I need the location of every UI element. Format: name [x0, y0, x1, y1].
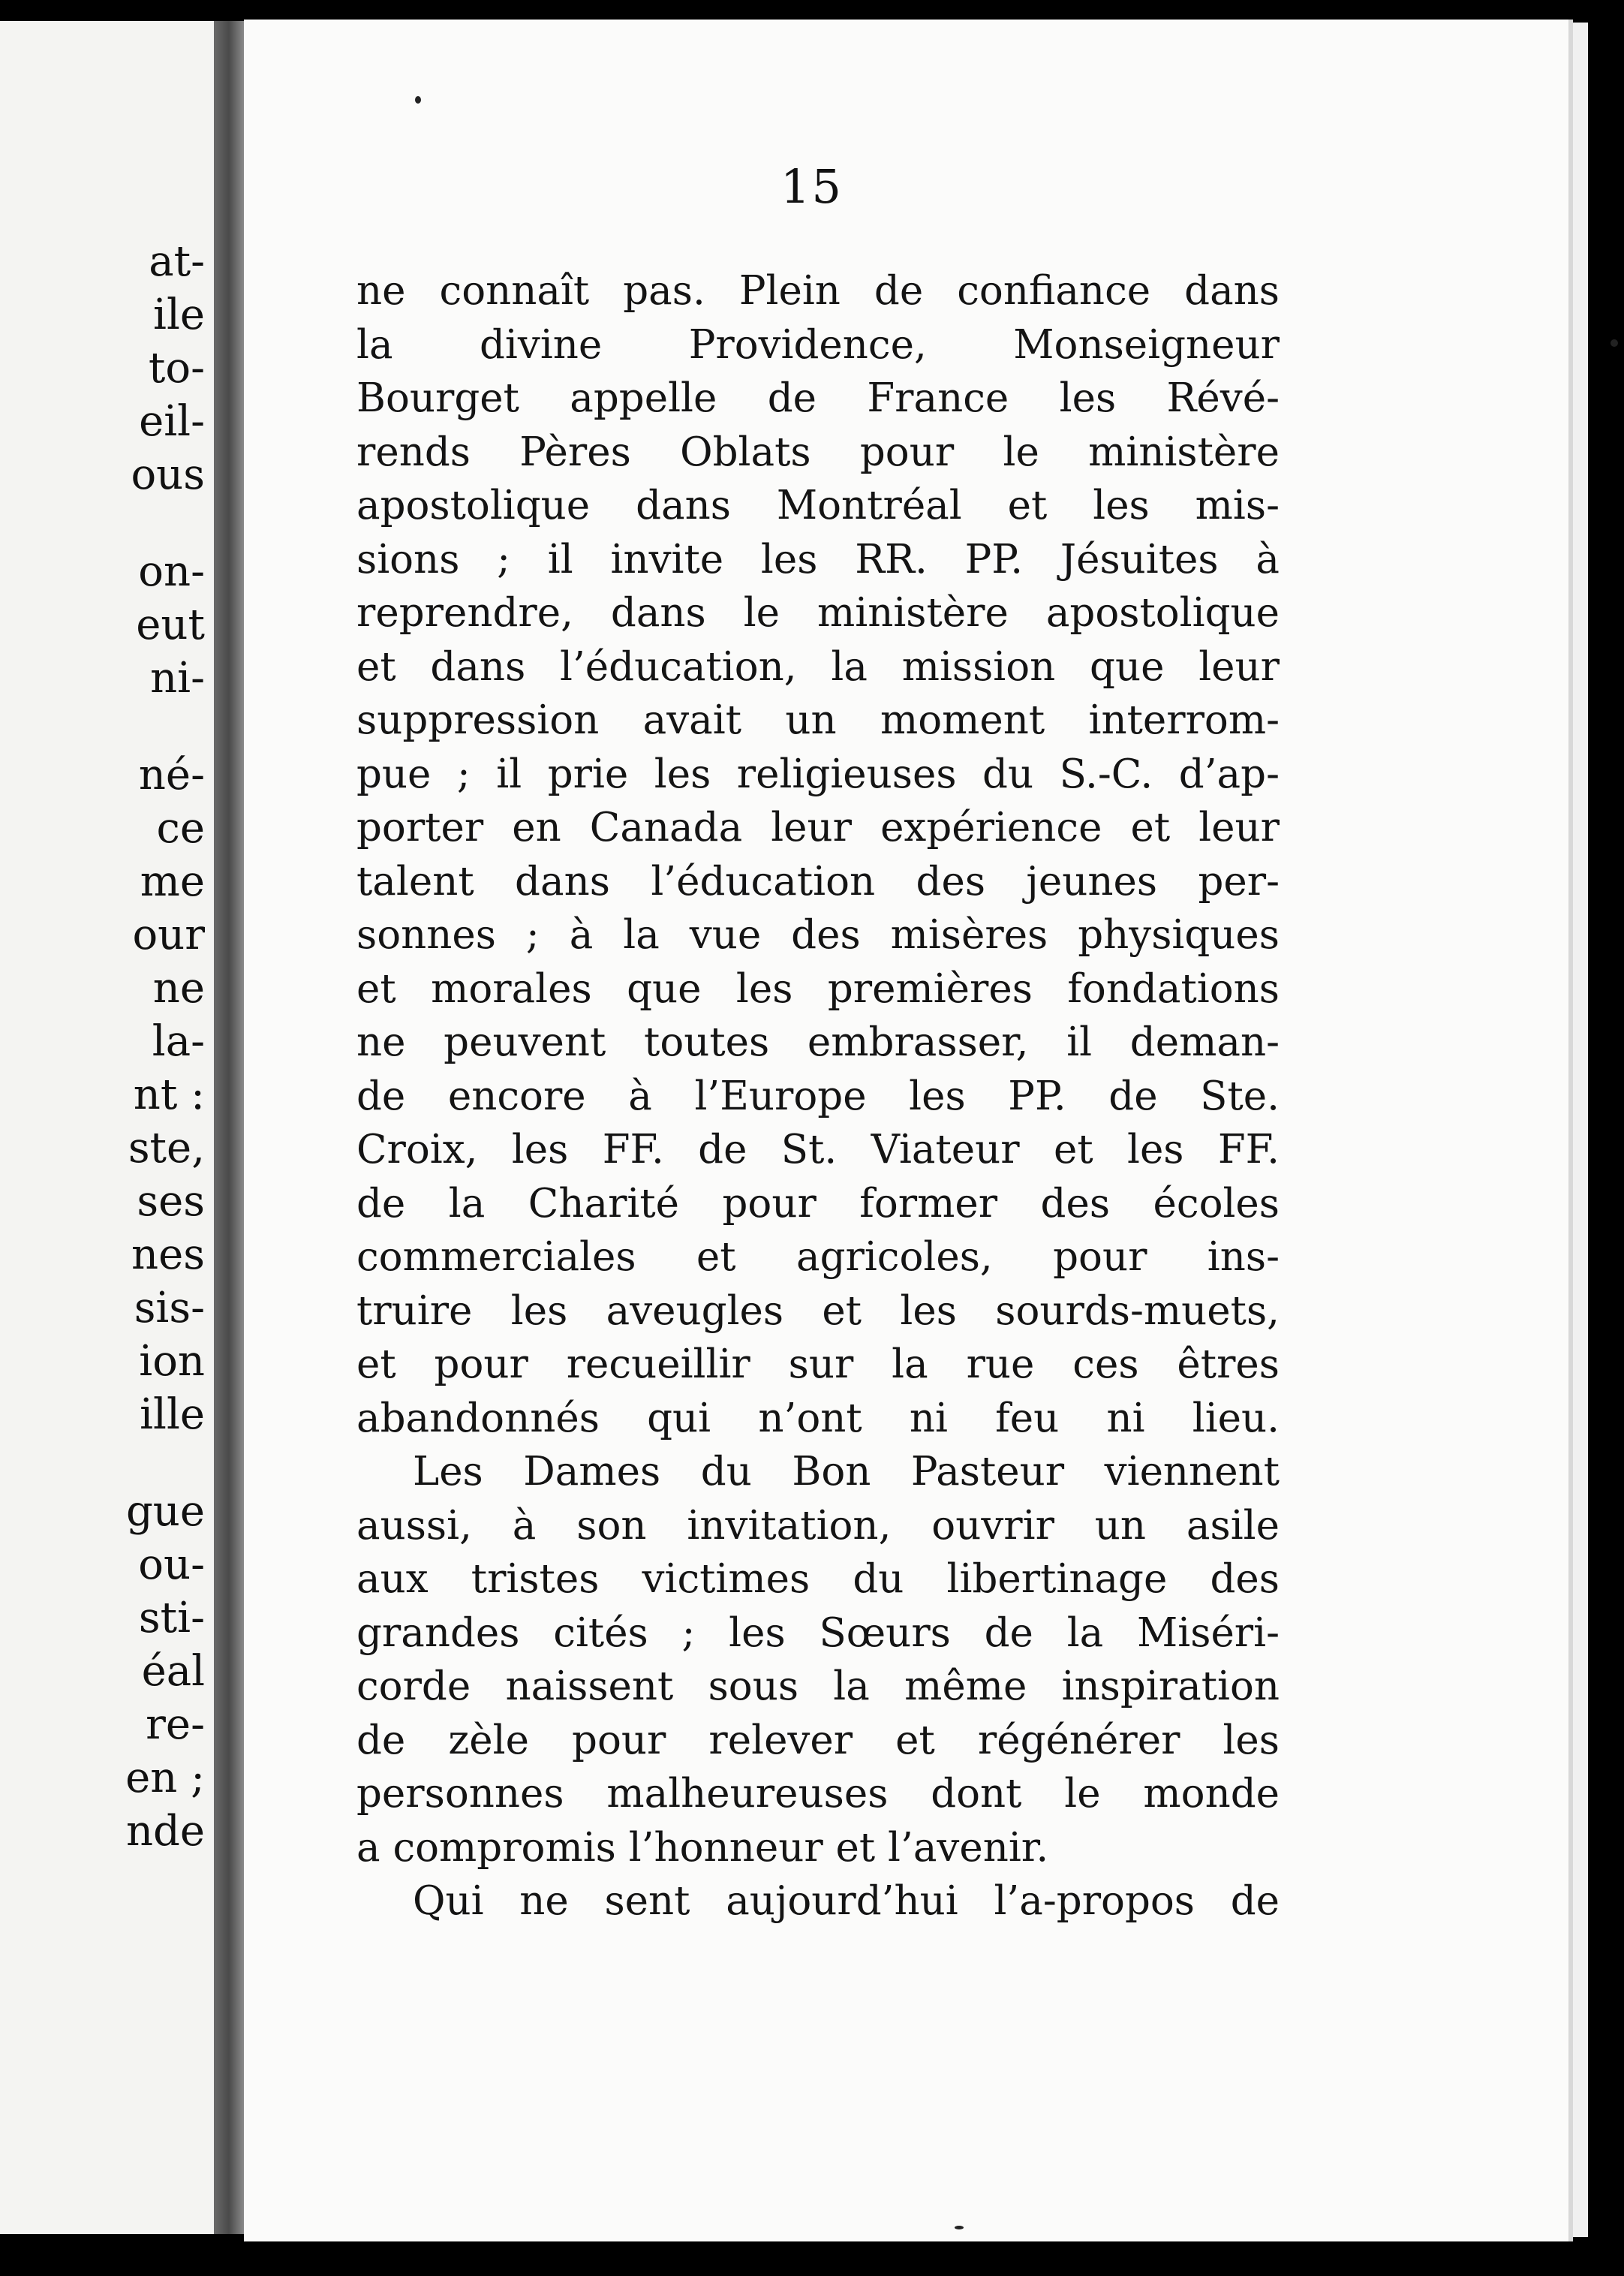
text-line: sions ; il invite les RR. PP. Jésuites à: [356, 536, 1280, 583]
left-text-fragment: eut: [136, 601, 205, 649]
text-line: Bourget appelle de France les Révé-: [356, 375, 1280, 421]
text-line: grandes cités ; les Sœurs de la Miséri-: [356, 1609, 1280, 1656]
left-text-fragment: at-: [149, 237, 205, 286]
text-line: Qui ne sent aujourd’hui l’a-propos de: [413, 1878, 1280, 1924]
text-line: la divine Providence, Monseigneur: [356, 321, 1280, 368]
text-line: ne connaît pas. Plein de confiance dans: [356, 268, 1280, 314]
left-page-fragment: [0, 21, 214, 2234]
text-line: et morales que les premières fondations: [356, 965, 1280, 1012]
text-line: abandonnés qui n’ont ni feu ni lieu.: [356, 1395, 1280, 1441]
left-text-fragment: gue: [125, 1487, 205, 1536]
left-text-fragment: on-: [138, 547, 205, 596]
text-line: personnes malheureuses dont le monde: [356, 1771, 1280, 1817]
ink-speck: [955, 2226, 964, 2229]
left-text-fragment: ion: [139, 1337, 205, 1386]
text-line: commerciales et agricoles, pour ins-: [356, 1234, 1280, 1280]
left-text-fragment: éal: [141, 1647, 205, 1696]
text-line: sonnes ; à la vue des misères physiques: [356, 912, 1280, 958]
text-line: suppression avait un moment interrom-: [356, 697, 1280, 743]
text-line: et pour recueillir sur la rue ces êtres: [356, 1341, 1280, 1387]
text-line: porter en Canada leur expérience et leur: [356, 805, 1280, 850]
text-line: aussi, à son invitation, ouvrir un asile: [356, 1502, 1280, 1549]
left-text-fragment: ne: [152, 964, 205, 1013]
left-text-fragment: ille: [140, 1390, 205, 1439]
left-text-fragment: our: [132, 911, 205, 959]
text-line: apostolique dans Montréal et les mis-: [356, 483, 1280, 528]
text-line: rends Pères Oblats pour le ministère: [356, 429, 1280, 475]
text-line: Croix, les FF. de St. Viateur et les FF.: [356, 1127, 1280, 1173]
left-text-fragment: ous: [131, 450, 205, 499]
left-text-fragment: nes: [131, 1230, 205, 1279]
left-text-fragment: ile: [153, 291, 205, 339]
left-text-fragment: ou-: [138, 1540, 205, 1589]
text-line: corde naissent sous la même inspiration: [356, 1663, 1280, 1709]
left-text-fragment: ste,: [128, 1124, 205, 1173]
body-text: [356, 264, 1280, 1928]
left-text-fragment: to-: [148, 344, 205, 393]
page-number: 15: [780, 159, 843, 214]
book-gutter: [214, 21, 244, 2234]
text-line: reprendre, dans le ministère apostolique: [356, 590, 1280, 636]
left-text-fragment: la-: [152, 1017, 205, 1066]
text-line: de zèle pour relever et régénérer les: [356, 1717, 1280, 1763]
text-line: Les Dames du Bon Pasteur viennent: [413, 1449, 1280, 1495]
fragment-gap: [125, 501, 205, 545]
text-line: de encore à l’Europe les PP. de Ste.: [356, 1073, 1280, 1119]
fragment-gap: [125, 1441, 205, 1485]
left-text-fragment: en ;: [125, 1754, 205, 1802]
text-line: a compromis l’honneur et l’avenir.: [356, 1824, 1049, 1871]
text-line: pue ; il prie les religieuses du S.-C. d’ap-: [356, 751, 1280, 797]
left-text-fragment: re-: [146, 1700, 205, 1749]
left-text-fragment: ni-: [150, 654, 205, 703]
text-line: talent dans l’éducation des jeunes per-: [356, 858, 1280, 905]
ink-speck: [1610, 339, 1618, 347]
left-text-fragment: eil-: [139, 397, 205, 446]
text-line: ne peuvent toutes embrasser, il deman-: [356, 1019, 1280, 1065]
left-text-fragment: sti-: [138, 1594, 205, 1642]
left-page-text: [125, 235, 205, 1858]
left-text-fragment: nde: [125, 1807, 205, 1856]
ink-speck: [415, 96, 421, 104]
left-text-fragment: ses: [137, 1177, 205, 1226]
text-line: aux tristes victimes du libertinage des: [356, 1556, 1280, 1602]
text-line: et dans l’éducation, la mission que leur: [356, 643, 1280, 690]
left-text-fragment: ce: [156, 804, 205, 853]
fragment-gap: [125, 705, 205, 748]
left-text-fragment: né-: [138, 751, 205, 799]
left-text-fragment: me: [140, 857, 205, 906]
page-edge: [1573, 23, 1588, 2237]
left-text-fragment: sis-: [134, 1284, 205, 1332]
text-line: truire les aveugles et les sourds-muets,: [356, 1287, 1280, 1334]
text-line: de la Charité pour former des écoles: [356, 1180, 1280, 1227]
left-text-fragment: nt :: [133, 1070, 205, 1119]
